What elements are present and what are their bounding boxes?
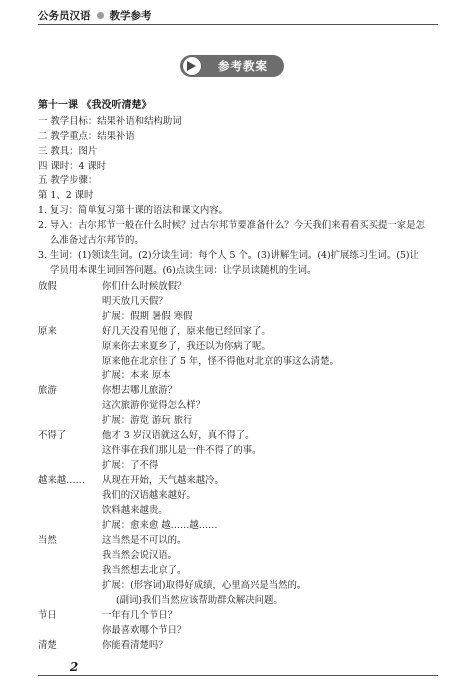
outline-line: 三 教具：图片 [38,146,98,157]
section-title: 教学参考 [109,10,152,22]
arrow-circle-icon [182,56,202,76]
example-line: 你最喜欢哪个节日？ [102,625,187,636]
outline-line: 第 1、2 课时 [38,190,94,201]
example-line: 明天放几天假？ [102,296,168,307]
example-line: 扩展：游览 游玩 旅行 [102,415,193,426]
footer-rule [38,675,438,676]
example-line: 饮料越来越贵。 [102,505,168,516]
page-number: 2 [70,660,79,674]
example-line: 我当然会说汉语。 [102,550,178,561]
vocab-term: 清楚 [38,640,57,651]
example-line: 他才 3 岁汉语就这么好，真不得了。 [102,430,255,441]
example-line: 扩展：了不得 [102,460,159,471]
outline-line: 学员用本课生词回答问题。(6)点读生词：让学员读随机的生词。 [50,265,317,276]
vocab-term: 节日 [38,610,57,621]
example-line: 原来你去来夏乡了，我还以为你病了呢。 [102,341,271,352]
example-line: 好几天没看见他了，原来他已经回家了。 [102,326,271,337]
outline-line: 一 教学目标：结果补语和结构助词 [38,116,182,127]
example-line: 你能看清楚吗？ [102,640,168,651]
vocab-term: 越来越…… [38,475,85,486]
example-line: 扩展：假期 暑假 寒假 [102,311,193,322]
outline-line: 四 课时：4 课时 [38,161,107,172]
example-line: 这当然是不可以的。 [102,535,187,546]
running-header [38,8,152,23]
example-line: 我们的汉语越来越好。 [102,490,196,501]
example-line: 我当然想去北京了。 [102,565,187,576]
vocab-term: 不得了 [38,430,67,441]
example-line: 扩展：(形容词)取得好成绩，心里高兴是当然的。 [102,580,307,591]
outline-line: 五 教学步骤： [38,175,98,186]
vocab-term: 当然 [38,535,57,546]
vocab-term: 放假 [38,281,57,292]
vocab-term: 原来 [38,326,57,337]
banner-label: 参考教案 [218,59,268,73]
outline-line: 二 教学重点：结果补语 [38,131,135,142]
separator-dot-icon [97,12,104,19]
lesson-title: 第十一课 《我没听清楚》 [38,100,152,111]
outline-line: 1. 复习：简单复习第十课的语法和课文内容。 [38,205,229,216]
example-line: 这次旅游你觉得怎么样？ [102,400,206,411]
example-line: 扩展：本来 原本 [102,370,171,381]
example-line: 扩展：愈来愈 越……越…… [102,520,218,531]
example-line: 从现在开始，天气越来越冷。 [102,475,224,486]
header-rule [38,24,438,25]
vocab-term: 旅游 [38,385,57,396]
example-line: 一年有几个节日？ [102,610,178,621]
example-line: 你想去哪儿旅游？ [102,385,178,396]
section-banner [180,55,284,77]
example-line: 原来他在北京住了 5 年，怪不得他对北京的事这么清楚。 [102,356,339,367]
book-title: 公务员汉语 [38,10,91,22]
outline-line: 3. 生词：(1)领读生词。(2)分读生词：每个人 5 个。(3)讲解生词。(4)扩展练习生词。(5)让 [38,250,419,261]
outline-line: 么准备过古尔邦节的。 [50,235,144,246]
outline-line: 2. 导入：古尔邦节一般在什么时候？过古尔邦节要准备什么？今天我们来看看买买提一家是怎 [38,220,425,231]
example-line: 这件事在我们那儿是一件不得了的事。 [102,445,262,456]
example-line: (副词)我们当然应该帮助群众解决问题。 [116,595,283,606]
example-line: 你们什么时候放假？ [102,281,187,292]
